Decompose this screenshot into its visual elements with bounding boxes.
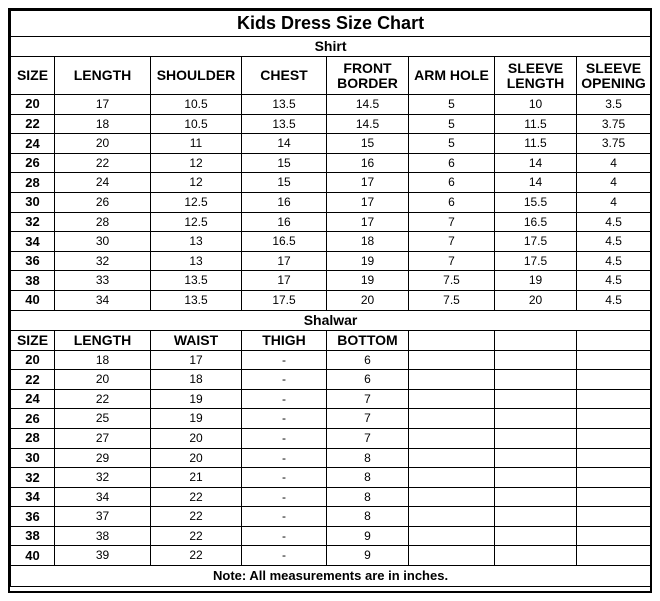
shirt-table-row [11, 134, 651, 154]
shalwar-header-row [11, 330, 651, 350]
shirt-measurement-cell: 26 [55, 192, 151, 212]
shirt-column-header: SHOULDER [151, 57, 242, 95]
shirt-table-row [11, 95, 651, 115]
shirt-column-header: FRONT BORDER [327, 57, 409, 95]
shirt-measurement-cell: 17 [327, 173, 409, 193]
shirt-measurement-cell: 17 [242, 271, 327, 291]
shirt-measurement-cell: 13.5 [151, 271, 242, 291]
shirt-column-header: SLEEVE LENGTH [495, 57, 577, 95]
shalwar-table-row [11, 428, 651, 448]
shirt-measurement-cell: 3.75 [577, 114, 651, 134]
shirt-measurement-cell: 12.5 [151, 192, 242, 212]
shalwar-measurement-cell: - [242, 409, 327, 429]
shirt-measurement-cell: 17.5 [495, 251, 577, 271]
shalwar-measurement-cell: - [242, 370, 327, 390]
shalwar-measurement-cell: 6 [327, 350, 409, 370]
empty-cell [409, 370, 495, 390]
empty-cell [495, 428, 577, 448]
shirt-measurement-cell: 11.5 [495, 114, 577, 134]
shalwar-measurement-cell: - [242, 507, 327, 527]
shalwar-measurement-cell: 22 [151, 507, 242, 527]
shalwar-table-row [11, 370, 651, 390]
shalwar-measurement-cell: 22 [55, 389, 151, 409]
shalwar-measurement-cell: 27 [55, 428, 151, 448]
shirt-size-cell: 22 [11, 114, 55, 134]
shalwar-measurement-cell: 7 [327, 409, 409, 429]
shirt-measurement-cell: 7.5 [409, 271, 495, 291]
shirt-measurement-cell: 3.5 [577, 95, 651, 115]
shirt-table-row [11, 290, 651, 310]
shalwar-measurement-cell: 21 [151, 468, 242, 488]
shirt-header-row [11, 57, 651, 95]
empty-cell [495, 487, 577, 507]
shirt-measurement-cell: 6 [409, 173, 495, 193]
shalwar-measurement-cell: 37 [55, 507, 151, 527]
empty-cell [495, 350, 577, 370]
shirt-measurement-cell: 7.5 [409, 290, 495, 310]
empty-cell [409, 448, 495, 468]
shalwar-measurement-cell: 20 [151, 428, 242, 448]
size-chart-frame [8, 8, 652, 593]
shirt-measurement-cell: 12 [151, 153, 242, 173]
empty-cell [577, 487, 651, 507]
empty-cell [495, 468, 577, 488]
shirt-measurement-cell: 16 [242, 192, 327, 212]
shirt-size-cell: 38 [11, 271, 55, 291]
shalwar-measurement-cell: 8 [327, 448, 409, 468]
empty-cell [577, 428, 651, 448]
shirt-measurement-cell: 12.5 [151, 212, 242, 232]
empty-cell [577, 389, 651, 409]
chart-title: Kids Dress Size Chart [11, 11, 651, 37]
shirt-measurement-cell: 18 [327, 232, 409, 252]
shalwar-measurement-cell: 20 [151, 448, 242, 468]
shirt-measurement-cell: 4 [577, 153, 651, 173]
shirt-table-row [11, 251, 651, 271]
shirt-measurement-cell: 15 [242, 153, 327, 173]
empty-cell [409, 526, 495, 546]
shalwar-measurement-cell: - [242, 389, 327, 409]
shalwar-measurement-cell: 22 [151, 487, 242, 507]
shalwar-measurement-cell: 39 [55, 546, 151, 566]
shirt-size-cell: 40 [11, 290, 55, 310]
shirt-measurement-cell: 12 [151, 173, 242, 193]
shirt-measurement-cell: 19 [327, 251, 409, 271]
empty-cell [409, 487, 495, 507]
shirt-size-cell: 30 [11, 192, 55, 212]
shirt-measurement-cell: 18 [55, 114, 151, 134]
empty-cell [495, 546, 577, 566]
shirt-column-header: SLEEVE OPENING [577, 57, 651, 95]
shalwar-size-cell: 32 [11, 468, 55, 488]
empty-cell [577, 526, 651, 546]
shalwar-measurement-cell: - [242, 350, 327, 370]
shalwar-measurement-cell: 9 [327, 546, 409, 566]
shalwar-table-row [11, 487, 651, 507]
empty-cell [577, 350, 651, 370]
shalwar-table-row [11, 350, 651, 370]
empty-cell [409, 409, 495, 429]
shirt-measurement-cell: 17.5 [495, 232, 577, 252]
shalwar-measurement-cell: 25 [55, 409, 151, 429]
shalwar-measurement-cell: 8 [327, 468, 409, 488]
shalwar-measurement-cell: - [242, 448, 327, 468]
shirt-size-cell: 36 [11, 251, 55, 271]
shirt-measurement-cell: 30 [55, 232, 151, 252]
shirt-size-cell: 32 [11, 212, 55, 232]
empty-cell [409, 507, 495, 527]
shalwar-size-cell: 24 [11, 389, 55, 409]
shirt-measurement-cell: 13.5 [242, 114, 327, 134]
empty-cell [409, 546, 495, 566]
shirt-measurement-cell: 14 [242, 134, 327, 154]
shalwar-size-cell: 28 [11, 428, 55, 448]
empty-cell [495, 370, 577, 390]
shirt-measurement-cell: 24 [55, 173, 151, 193]
shalwar-measurement-cell: - [242, 428, 327, 448]
empty-cell [577, 546, 651, 566]
shalwar-measurement-cell: 22 [151, 546, 242, 566]
shalwar-size-cell: 30 [11, 448, 55, 468]
shirt-measurement-cell: 14 [495, 153, 577, 173]
empty-cell [577, 448, 651, 468]
empty-cell [577, 468, 651, 488]
shirt-measurement-cell: 15 [242, 173, 327, 193]
shirt-measurement-cell: 4 [577, 192, 651, 212]
shirt-measurement-cell: 17.5 [242, 290, 327, 310]
shirt-measurement-cell: 4.5 [577, 232, 651, 252]
shalwar-column-header: THIGH [242, 330, 327, 350]
shirt-measurement-cell: 5 [409, 134, 495, 154]
shirt-measurement-cell: 13 [151, 232, 242, 252]
shirt-size-cell: 24 [11, 134, 55, 154]
shalwar-measurement-cell: 22 [151, 526, 242, 546]
shirt-column-header: SIZE [11, 57, 55, 95]
shalwar-measurement-cell: 7 [327, 389, 409, 409]
shirt-table-row [11, 192, 651, 212]
shirt-measurement-cell: 10 [495, 95, 577, 115]
shalwar-measurement-cell: - [242, 487, 327, 507]
shalwar-measurement-cell: 7 [327, 428, 409, 448]
measurement-note: Note: All measurements are in inches. [11, 566, 651, 587]
shirt-measurement-cell: 7 [409, 212, 495, 232]
shalwar-column-header: BOTTOM [327, 330, 409, 350]
shirt-measurement-cell: 15.5 [495, 192, 577, 212]
shirt-measurement-cell: 19 [327, 271, 409, 291]
shalwar-size-cell: 38 [11, 526, 55, 546]
shirt-table-row [11, 114, 651, 134]
shirt-measurement-cell: 6 [409, 192, 495, 212]
shirt-measurement-cell: 13.5 [151, 290, 242, 310]
shirt-measurement-cell: 17 [242, 251, 327, 271]
shalwar-measurement-cell: - [242, 526, 327, 546]
shalwar-size-cell: 34 [11, 487, 55, 507]
shalwar-measurement-cell: 18 [55, 350, 151, 370]
shalwar-measurement-cell: 18 [151, 370, 242, 390]
shirt-measurement-cell: 13 [151, 251, 242, 271]
shirt-table-row [11, 271, 651, 291]
shirt-table-row [11, 173, 651, 193]
shalwar-column-header: SIZE [11, 330, 55, 350]
empty-cell [495, 507, 577, 527]
shalwar-size-cell: 22 [11, 370, 55, 390]
shalwar-table-row [11, 546, 651, 566]
shalwar-measurement-cell: - [242, 468, 327, 488]
empty-cell [409, 428, 495, 448]
shirt-measurement-cell: 13.5 [242, 95, 327, 115]
shalwar-measurement-cell: - [242, 546, 327, 566]
shalwar-measurement-cell: 20 [55, 370, 151, 390]
shirt-measurement-cell: 32 [55, 251, 151, 271]
empty-cell [409, 330, 495, 350]
shirt-column-header: CHEST [242, 57, 327, 95]
shirt-size-cell: 20 [11, 95, 55, 115]
shirt-table-row [11, 212, 651, 232]
shirt-measurement-cell: 6 [409, 153, 495, 173]
shirt-measurement-cell: 16.5 [242, 232, 327, 252]
shirt-measurement-cell: 16 [242, 212, 327, 232]
shalwar-table-row [11, 409, 651, 429]
shalwar-measurement-cell: 29 [55, 448, 151, 468]
shirt-measurement-cell: 15 [327, 134, 409, 154]
shalwar-column-header: WAIST [151, 330, 242, 350]
shalwar-table-row [11, 507, 651, 527]
shirt-measurement-cell: 20 [327, 290, 409, 310]
shalwar-measurement-cell: 34 [55, 487, 151, 507]
shirt-size-cell: 28 [11, 173, 55, 193]
shalwar-measurement-cell: 9 [327, 526, 409, 546]
shalwar-measurement-cell: 8 [327, 487, 409, 507]
empty-cell [577, 507, 651, 527]
shalwar-table-row [11, 526, 651, 546]
shalwar-measurement-cell: 32 [55, 468, 151, 488]
shirt-measurement-cell: 11 [151, 134, 242, 154]
empty-cell [577, 330, 651, 350]
shirt-measurement-cell: 20 [55, 134, 151, 154]
size-chart-table [10, 10, 651, 587]
empty-cell [495, 330, 577, 350]
empty-cell [495, 448, 577, 468]
shalwar-size-cell: 36 [11, 507, 55, 527]
shirt-table-row [11, 153, 651, 173]
empty-cell [495, 389, 577, 409]
shirt-measurement-cell: 16 [327, 153, 409, 173]
shirt-section-title: Shirt [11, 37, 651, 57]
shalwar-size-cell: 20 [11, 350, 55, 370]
shirt-measurement-cell: 33 [55, 271, 151, 291]
shirt-measurement-cell: 14 [495, 173, 577, 193]
shalwar-measurement-cell: 17 [151, 350, 242, 370]
shirt-size-cell: 34 [11, 232, 55, 252]
empty-cell [577, 370, 651, 390]
shirt-measurement-cell: 16.5 [495, 212, 577, 232]
shirt-measurement-cell: 20 [495, 290, 577, 310]
shirt-measurement-cell: 14.5 [327, 95, 409, 115]
shirt-measurement-cell: 4.5 [577, 212, 651, 232]
shirt-column-header: ARM HOLE [409, 57, 495, 95]
shalwar-size-cell: 40 [11, 546, 55, 566]
shirt-measurement-cell: 17 [327, 192, 409, 212]
shirt-measurement-cell: 17 [327, 212, 409, 232]
shirt-measurement-cell: 22 [55, 153, 151, 173]
empty-cell [495, 526, 577, 546]
shirt-measurement-cell: 14.5 [327, 114, 409, 134]
shirt-measurement-cell: 4 [577, 173, 651, 193]
empty-cell [577, 409, 651, 429]
empty-cell [409, 389, 495, 409]
shirt-measurement-cell: 4.5 [577, 251, 651, 271]
shalwar-measurement-cell: 19 [151, 409, 242, 429]
shirt-measurement-cell: 17 [55, 95, 151, 115]
shirt-measurement-cell: 11.5 [495, 134, 577, 154]
shirt-measurement-cell: 7 [409, 232, 495, 252]
shirt-size-cell: 26 [11, 153, 55, 173]
empty-cell [409, 350, 495, 370]
shirt-measurement-cell: 5 [409, 114, 495, 134]
shalwar-measurement-cell: 19 [151, 389, 242, 409]
shalwar-measurement-cell: 6 [327, 370, 409, 390]
shirt-measurement-cell: 28 [55, 212, 151, 232]
empty-cell [495, 409, 577, 429]
shirt-measurement-cell: 4.5 [577, 271, 651, 291]
shirt-measurement-cell: 34 [55, 290, 151, 310]
shirt-table-row [11, 232, 651, 252]
shalwar-size-cell: 26 [11, 409, 55, 429]
shirt-measurement-cell: 7 [409, 251, 495, 271]
shalwar-table-row [11, 448, 651, 468]
shalwar-measurement-cell: 8 [327, 507, 409, 527]
shalwar-table-row [11, 389, 651, 409]
shirt-measurement-cell: 10.5 [151, 114, 242, 134]
shirt-measurement-cell: 5 [409, 95, 495, 115]
shirt-column-header: LENGTH [55, 57, 151, 95]
shalwar-column-header: LENGTH [55, 330, 151, 350]
shirt-measurement-cell: 4.5 [577, 290, 651, 310]
shirt-measurement-cell: 10.5 [151, 95, 242, 115]
empty-cell [409, 468, 495, 488]
shalwar-measurement-cell: 38 [55, 526, 151, 546]
shirt-measurement-cell: 3.75 [577, 134, 651, 154]
shirt-measurement-cell: 19 [495, 271, 577, 291]
shalwar-section-title: Shalwar [11, 310, 651, 330]
shalwar-table-row [11, 468, 651, 488]
